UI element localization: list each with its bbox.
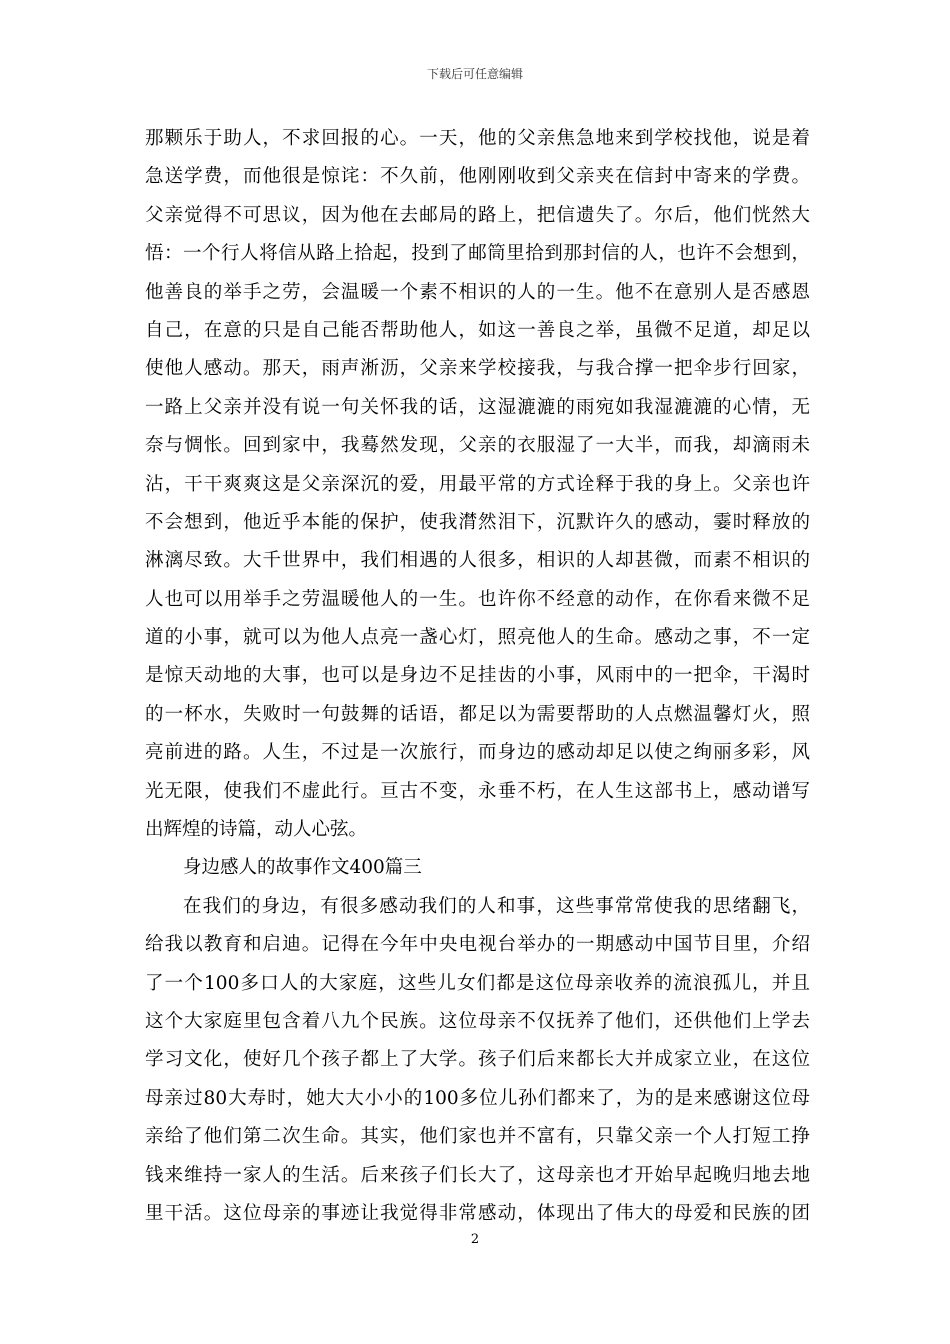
text-line: 的一杯水，失败时一句鼓舞的话语，都足以为需要帮助的人点燃温馨灯火，照 [145,703,810,725]
text-line: 父亲觉得不可思议，因为他在去邮局的路上，把信遗失了。尔后，他们恍然大 [145,204,810,226]
text-line: 人也可以用举手之劳温暖他人的一生。也许你不经意的动作，在你看来微不足 [145,588,810,610]
document-body [145,120,810,1233]
text-line: 里干活。这位母亲的事迹让我觉得非常感动，体现出了伟大的母爱和民族的团 [145,1202,810,1224]
text-line: 亮前进的路。人生，不过是一次旅行，而身边的感动却足以使之绚丽多彩，风 [145,742,810,764]
text-line: 是惊天动地的大事，也可以是身边不足挂齿的小事，风雨中的一把伞，干渴时 [145,665,810,687]
page-number: 2 [470,1232,480,1247]
text-line: 自己，在意的只是自己能否帮助他人，如这一善良之举，虽微不足道，却足以 [145,319,810,341]
text-line: 悟：一个行人将信从路上拾起，投到了邮筒里拾到那封信的人，也许不会想到， [145,243,810,265]
text-line: 使他人感动。那天，雨声淅沥，父亲来学校接我，与我合撑一把伞步行回家， [145,358,810,380]
text-line: 钱来维持一家人的生活。后来孩子们长大了，这母亲也才开始早起晚归地去地 [145,1164,810,1186]
paragraph-1 [145,120,810,849]
text-line: 母亲过80大寿时，她大大小小的100多位儿孙们都来了，为的是来感谢这位母 [145,1087,810,1109]
text-line: 这个大家庭里包含着八九个民族。这位母亲不仅抚养了他们，还供他们上学去 [145,1010,810,1032]
text-line: 亲给了他们第二次生命。其实，他们家也并不富有，只靠父亲一个人打短工挣 [145,1126,810,1148]
text-line: 急送学费，而他很是惊诧：不久前，他刚刚收到父亲夹在信封中寄来的学费。 [145,166,810,188]
text-line: 奈与惆怅。回到家中，我蓦然发现，父亲的衣服湿了一大半，而我，却滴雨未 [145,435,810,457]
section-heading: 身边感人的故事作文400篇三 [183,857,422,879]
text-line: 了一个100多口人的大家庭，这些儿女们都是这位母亲收养的流浪孤儿，并且 [145,972,810,994]
text-line: 那颗乐于助人，不求回报的心。一天，他的父亲焦急地来到学校找他，说是着 [145,128,810,149]
text-line: 光无限，使我们不虚此行。亘古不变，永垂不朽，在人生这部书上，感动谱写 [145,780,810,802]
page-header: 下载后可任意编辑 [426,67,523,81]
text-line: 不会想到，他近乎本能的保护，使我潸然泪下，沉默许久的感动，霎时释放的 [145,511,810,533]
text-line: 他善良的举手之劳，会温暖一个素不相识的人的一生。他不在意别人是否感恩 [145,281,810,303]
paragraph-2 [145,888,810,1234]
text-line: 给我以教育和启迪。记得在今年中央电视台举办的一期感动中国节目里，介绍 [145,934,810,956]
text-line: 淋漓尽致。大千世界中，我们相遇的人很多，相识的人却甚微，而素不相识的 [145,550,810,572]
text-line: 一路上父亲并没有说一句关怀我的话，这湿漉漉的雨宛如我湿漉漉的心情，无 [145,396,810,418]
text-line: 学习文化，使好几个孩子都上了大学。孩子们后来都长大并成家立业，在这位 [145,1049,810,1071]
text-line: 道的小事，就可以为他人点亮一盏心灯，照亮他人的生命。感动之事，不一定 [145,627,810,649]
text-line: 沾，干干爽爽这是父亲深沉的爱，用最平常的方式诠释于我的身上。父亲也许 [145,473,810,495]
text-line: 在我们的身边，有很多感动我们的人和事，这些事常常使我的思绪翻飞， [183,895,810,917]
text-line: 出辉煌的诗篇，动人心弦。 [145,819,368,841]
